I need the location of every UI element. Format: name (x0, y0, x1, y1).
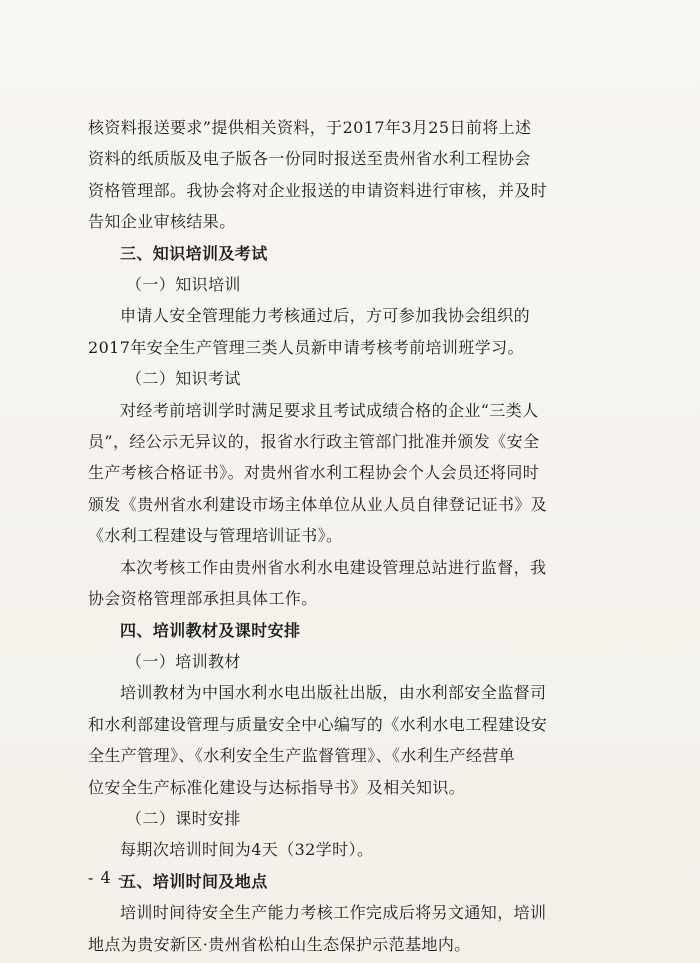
body-line: 本次考核工作由贵州省水利水电建设管理总站进行监督，我 (120, 557, 547, 577)
body-line: 2017年安全生产管理三类人员新申请考核考前培训班学习。 (88, 337, 524, 357)
body-line: 每期次培训时间为4天（32学时）。 (120, 840, 374, 860)
body-line: 位安全生产标准化建设与达标指导书》及相关知识。 (88, 777, 466, 797)
document-body (88, 112, 618, 960)
body-line: 申请人安全管理能力考核通过后，方可参加我协会组织的 (120, 306, 531, 326)
page-number: - 4 - (88, 868, 125, 887)
subheading-exam: （二）知识考试 (126, 369, 241, 389)
subheading-materials: （一）培训教材 (126, 651, 241, 671)
body-line: 地点为贵安新区·贵州省松柏山生态保护示范基地内。 (88, 934, 471, 954)
body-line: 核资料报送要求”提供相关资料，于2017年3月25日前将上述 (88, 118, 532, 137)
subheading-hours: （二）课时安排 (126, 808, 241, 828)
body-line: 培训时间待安全生产能力考核工作完成后将另文通知，培训 (120, 903, 547, 923)
section-heading-4: 四、培训教材及课时安排 (120, 620, 301, 640)
body-line: 对经考前培训学时满足要求且考试成绩合格的企业“三类人 (120, 400, 539, 420)
subheading-training: （一）知识培训 (126, 275, 241, 295)
body-line: 协会资格管理部承担具体工作。 (88, 589, 318, 609)
body-line: 资料的纸质版及电子版各一份同时报送至贵州省水利工程协会 (88, 149, 531, 169)
body-line: 和水利部建设管理与质量安全中心编写的《水利水电工程建设安 (88, 714, 548, 734)
body-line: 全生产管理》、《水利安全生产监督管理》、《水利生产经营单 (88, 746, 516, 766)
section-heading-3: 三、知识培训及考试 (120, 243, 268, 263)
body-line: 生产考核合格证书》。对贵州省水利工程协会个人会员还将同时 (88, 463, 540, 483)
body-line: 培训教材为中国水利水电出版社出版，由水利部安全监督司 (120, 683, 547, 703)
section-heading-5: 五、培训时间及地点 (120, 871, 268, 891)
body-line: 《水利工程建设与管理培训证书》。 (88, 526, 343, 546)
body-line: 资格管理部。我协会将对企业报送的申请资料进行审核，并及时 (88, 180, 548, 200)
body-line: 颁发《贵州省水利建设市场主体单位从业人员自律登记证书》及 (88, 494, 548, 514)
body-line: 告知企业审核结果。 (88, 212, 236, 232)
body-line: 员”，经公示无异议的，报省水行政主管部门批准并颁发《安全 (88, 432, 540, 452)
